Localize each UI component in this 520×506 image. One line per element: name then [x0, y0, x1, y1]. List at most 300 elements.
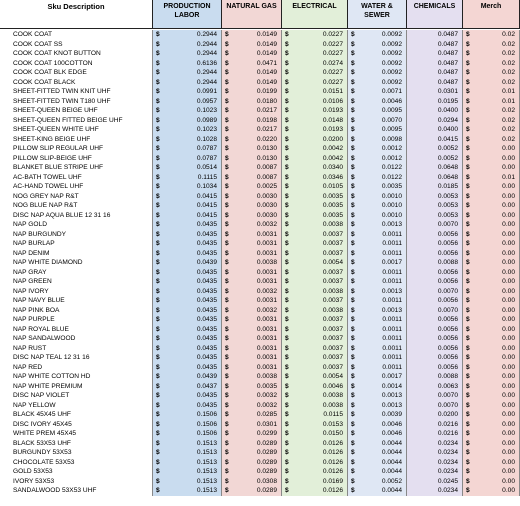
table-row[interactable] [0, 467, 520, 477]
cell-water[interactable] [348, 30, 407, 40]
table-row[interactable] [0, 40, 520, 50]
cell-gas[interactable] [222, 382, 282, 392]
cell-water[interactable] [348, 192, 407, 202]
cell-merch[interactable] [463, 78, 520, 88]
cell-water[interactable] [348, 410, 407, 420]
cell-water[interactable] [348, 277, 407, 287]
cell-merch[interactable] [463, 296, 520, 306]
cell-elec[interactable] [282, 163, 348, 173]
cell-labor[interactable] [153, 372, 222, 382]
cell-desc[interactable]: DISC NAP TEAL 12 31 16 [0, 353, 153, 363]
cell-merch[interactable] [463, 106, 520, 116]
cell-desc[interactable]: COOK COAT 100COTTON [0, 59, 153, 69]
cell-chem[interactable] [407, 448, 463, 458]
cell-water[interactable] [348, 201, 407, 211]
cell-desc[interactable]: NAP SANDALWOOD [0, 334, 153, 344]
cell-chem[interactable] [407, 87, 463, 97]
cell-labor[interactable] [153, 296, 222, 306]
cell-elec[interactable] [282, 87, 348, 97]
cell-merch[interactable] [463, 382, 520, 392]
cell-desc[interactable]: BLACK 45X45 UHF [0, 410, 153, 420]
cell-merch[interactable] [463, 201, 520, 211]
cell-gas[interactable] [222, 458, 282, 468]
table-row[interactable] [0, 106, 520, 116]
cell-labor[interactable] [153, 125, 222, 135]
cell-water[interactable] [348, 372, 407, 382]
cell-gas[interactable] [222, 268, 282, 278]
cell-water[interactable] [348, 268, 407, 278]
cell-elec[interactable] [282, 296, 348, 306]
cell-labor[interactable] [153, 325, 222, 335]
cell-water[interactable] [348, 144, 407, 154]
cell-elec[interactable] [282, 78, 348, 88]
cell-merch[interactable] [463, 59, 520, 69]
cell-water[interactable] [348, 40, 407, 50]
cell-merch[interactable] [463, 486, 520, 496]
cell-chem[interactable] [407, 486, 463, 496]
table-row[interactable] [0, 154, 520, 164]
cell-desc[interactable]: GOLD 53X53 [0, 467, 153, 477]
cell-merch[interactable] [463, 268, 520, 278]
column-header-labor[interactable]: PRODUCTION LABOR [153, 0, 222, 29]
cell-elec[interactable] [282, 106, 348, 116]
cell-elec[interactable] [282, 477, 348, 487]
cell-chem[interactable] [407, 230, 463, 240]
table-row[interactable] [0, 486, 520, 496]
cell-gas[interactable] [222, 78, 282, 88]
table-row[interactable] [0, 211, 520, 221]
cell-labor[interactable] [153, 182, 222, 192]
cell-merch[interactable] [463, 182, 520, 192]
table-row[interactable] [0, 391, 520, 401]
cell-desc[interactable]: NAP GREEN [0, 277, 153, 287]
cell-desc[interactable]: NAP GOLD [0, 220, 153, 230]
cell-elec[interactable] [282, 249, 348, 259]
cell-chem[interactable] [407, 439, 463, 449]
cell-water[interactable] [348, 135, 407, 145]
cell-merch[interactable] [463, 249, 520, 259]
cell-elec[interactable] [282, 144, 348, 154]
cell-labor[interactable] [153, 154, 222, 164]
table-row[interactable] [0, 334, 520, 344]
cell-gas[interactable] [222, 211, 282, 221]
cell-elec[interactable] [282, 325, 348, 335]
cell-elec[interactable] [282, 353, 348, 363]
cell-elec[interactable] [282, 211, 348, 221]
cell-water[interactable] [348, 429, 407, 439]
cell-labor[interactable] [153, 363, 222, 373]
cell-merch[interactable] [463, 429, 520, 439]
cell-chem[interactable] [407, 315, 463, 325]
cell-elec[interactable] [282, 230, 348, 240]
cell-chem[interactable] [407, 211, 463, 221]
cell-merch[interactable] [463, 192, 520, 202]
cell-elec[interactable] [282, 125, 348, 135]
cell-elec[interactable] [282, 116, 348, 126]
cell-elec[interactable] [282, 258, 348, 268]
cell-gas[interactable] [222, 325, 282, 335]
cell-labor[interactable] [153, 49, 222, 59]
cell-gas[interactable] [222, 344, 282, 354]
cell-chem[interactable] [407, 30, 463, 40]
cell-elec[interactable] [282, 306, 348, 316]
cell-merch[interactable] [463, 391, 520, 401]
cell-elec[interactable] [282, 363, 348, 373]
cell-elec[interactable] [282, 239, 348, 249]
cell-water[interactable] [348, 306, 407, 316]
cell-chem[interactable] [407, 40, 463, 50]
cell-chem[interactable] [407, 49, 463, 59]
cell-elec[interactable] [282, 382, 348, 392]
table-row[interactable] [0, 144, 520, 154]
cell-water[interactable] [348, 173, 407, 183]
cell-elec[interactable] [282, 30, 348, 40]
cell-gas[interactable] [222, 391, 282, 401]
cell-elec[interactable] [282, 486, 348, 496]
cell-labor[interactable] [153, 353, 222, 363]
cell-merch[interactable] [463, 49, 520, 59]
cell-chem[interactable] [407, 287, 463, 297]
cell-merch[interactable] [463, 220, 520, 230]
cell-chem[interactable] [407, 277, 463, 287]
cell-elec[interactable] [282, 220, 348, 230]
cell-labor[interactable] [153, 144, 222, 154]
cell-labor[interactable] [153, 277, 222, 287]
cell-chem[interactable] [407, 467, 463, 477]
cell-elec[interactable] [282, 97, 348, 107]
cell-water[interactable] [348, 486, 407, 496]
cell-elec[interactable] [282, 467, 348, 477]
cell-desc[interactable]: DISC IVORY 45X45 [0, 420, 153, 430]
cell-merch[interactable] [463, 315, 520, 325]
cell-water[interactable] [348, 467, 407, 477]
table-row[interactable] [0, 87, 520, 97]
cell-water[interactable] [348, 344, 407, 354]
cell-chem[interactable] [407, 382, 463, 392]
cell-labor[interactable] [153, 230, 222, 240]
cell-gas[interactable] [222, 239, 282, 249]
cell-desc[interactable]: COOK COAT BLK EDGE [0, 68, 153, 78]
cell-labor[interactable] [153, 78, 222, 88]
table-row[interactable] [0, 163, 520, 173]
cell-elec[interactable] [282, 49, 348, 59]
column-header-gas[interactable]: NATURAL GAS [222, 0, 282, 29]
cell-gas[interactable] [222, 372, 282, 382]
cell-desc[interactable]: NAP RUST [0, 344, 153, 354]
table-row[interactable] [0, 125, 520, 135]
cell-chem[interactable] [407, 391, 463, 401]
cell-gas[interactable] [222, 420, 282, 430]
table-row[interactable] [0, 439, 520, 449]
table-row[interactable] [0, 201, 520, 211]
cell-gas[interactable] [222, 353, 282, 363]
cell-labor[interactable] [153, 211, 222, 221]
cell-gas[interactable] [222, 439, 282, 449]
cell-desc[interactable]: SHEET-QUEEN WHITE UHF [0, 125, 153, 135]
cell-desc[interactable]: PILLOW SLIP REGULAR UHF [0, 144, 153, 154]
cell-water[interactable] [348, 249, 407, 259]
cell-labor[interactable] [153, 59, 222, 69]
cell-desc[interactable]: CHOCOLATE 53X53 [0, 458, 153, 468]
cell-water[interactable] [348, 420, 407, 430]
cell-merch[interactable] [463, 68, 520, 78]
cell-gas[interactable] [222, 201, 282, 211]
cell-desc[interactable]: COOK COAT BLACK [0, 78, 153, 88]
table-row[interactable] [0, 325, 520, 335]
table-row[interactable] [0, 239, 520, 249]
cell-merch[interactable] [463, 116, 520, 126]
cell-labor[interactable] [153, 439, 222, 449]
table-row[interactable] [0, 182, 520, 192]
cell-labor[interactable] [153, 220, 222, 230]
cell-chem[interactable] [407, 68, 463, 78]
cell-elec[interactable] [282, 287, 348, 297]
cell-gas[interactable] [222, 154, 282, 164]
cell-chem[interactable] [407, 97, 463, 107]
cell-elec[interactable] [282, 429, 348, 439]
cell-labor[interactable] [153, 135, 222, 145]
cell-water[interactable] [348, 163, 407, 173]
cell-water[interactable] [348, 287, 407, 297]
cell-chem[interactable] [407, 410, 463, 420]
cell-gas[interactable] [222, 315, 282, 325]
cell-labor[interactable] [153, 458, 222, 468]
table-row[interactable] [0, 420, 520, 430]
cell-desc[interactable]: NAP PURPLE [0, 315, 153, 325]
cell-gas[interactable] [222, 49, 282, 59]
cell-elec[interactable] [282, 439, 348, 449]
cell-elec[interactable] [282, 173, 348, 183]
cell-gas[interactable] [222, 258, 282, 268]
cell-chem[interactable] [407, 220, 463, 230]
table-row[interactable] [0, 296, 520, 306]
cell-water[interactable] [348, 315, 407, 325]
cell-water[interactable] [348, 258, 407, 268]
column-header-desc[interactable]: Sku Description [0, 0, 153, 29]
cell-chem[interactable] [407, 163, 463, 173]
cell-merch[interactable] [463, 448, 520, 458]
cell-water[interactable] [348, 49, 407, 59]
cell-chem[interactable] [407, 344, 463, 354]
table-row[interactable] [0, 277, 520, 287]
cell-gas[interactable] [222, 401, 282, 411]
cell-desc[interactable]: IVORY 53X53 [0, 477, 153, 487]
cell-desc[interactable]: NAP BURLAP [0, 239, 153, 249]
cell-desc[interactable]: BLANKET BLUE STRIPE UHF [0, 163, 153, 173]
cell-gas[interactable] [222, 135, 282, 145]
cell-elec[interactable] [282, 401, 348, 411]
cell-labor[interactable] [153, 382, 222, 392]
cell-labor[interactable] [153, 40, 222, 50]
cell-gas[interactable] [222, 182, 282, 192]
cell-water[interactable] [348, 125, 407, 135]
cell-desc[interactable]: NAP RED [0, 363, 153, 373]
cell-merch[interactable] [463, 258, 520, 268]
cell-elec[interactable] [282, 277, 348, 287]
cell-desc[interactable]: WHITE PREM 45X45 [0, 429, 153, 439]
table-row[interactable] [0, 458, 520, 468]
cell-chem[interactable] [407, 59, 463, 69]
cell-desc[interactable]: AC-HAND TOWEL UHF [0, 182, 153, 192]
cell-desc[interactable]: SHEET-FITTED TWIN T180 UHF [0, 97, 153, 107]
cell-elec[interactable] [282, 192, 348, 202]
table-row[interactable] [0, 410, 520, 420]
cell-elec[interactable] [282, 334, 348, 344]
cell-water[interactable] [348, 116, 407, 126]
table-row[interactable] [0, 49, 520, 59]
cell-water[interactable] [348, 353, 407, 363]
cell-chem[interactable] [407, 296, 463, 306]
cell-gas[interactable] [222, 306, 282, 316]
table-row[interactable] [0, 116, 520, 126]
cell-desc[interactable]: SANDALWOOD 53X53 UHF [0, 486, 153, 496]
cell-water[interactable] [348, 87, 407, 97]
cell-chem[interactable] [407, 192, 463, 202]
cell-chem[interactable] [407, 429, 463, 439]
cell-labor[interactable] [153, 201, 222, 211]
cell-elec[interactable] [282, 391, 348, 401]
cell-desc[interactable]: NAP WHITE COTTON HD [0, 372, 153, 382]
table-row[interactable] [0, 401, 520, 411]
cell-chem[interactable] [407, 268, 463, 278]
cell-gas[interactable] [222, 277, 282, 287]
cell-desc[interactable]: NAP GRAY [0, 268, 153, 278]
cell-labor[interactable] [153, 448, 222, 458]
table-row[interactable] [0, 249, 520, 259]
cell-desc[interactable]: SHEET-QUEEN FITTED BEIGE UHF [0, 116, 153, 126]
cell-merch[interactable] [463, 306, 520, 316]
cell-gas[interactable] [222, 467, 282, 477]
cell-chem[interactable] [407, 363, 463, 373]
cell-chem[interactable] [407, 353, 463, 363]
cell-gas[interactable] [222, 144, 282, 154]
table-row[interactable] [0, 135, 520, 145]
table-row[interactable] [0, 363, 520, 373]
cell-elec[interactable] [282, 448, 348, 458]
cell-chem[interactable] [407, 135, 463, 145]
table-row[interactable] [0, 315, 520, 325]
cell-labor[interactable] [153, 249, 222, 259]
cell-elec[interactable] [282, 135, 348, 145]
cell-gas[interactable] [222, 40, 282, 50]
cell-merch[interactable] [463, 467, 520, 477]
table-row[interactable] [0, 68, 520, 78]
cell-desc[interactable]: NAP IVORY [0, 287, 153, 297]
cell-merch[interactable] [463, 277, 520, 287]
cell-water[interactable] [348, 182, 407, 192]
table-row[interactable] [0, 192, 520, 202]
cell-gas[interactable] [222, 287, 282, 297]
cell-chem[interactable] [407, 458, 463, 468]
cell-water[interactable] [348, 458, 407, 468]
cell-labor[interactable] [153, 401, 222, 411]
cell-water[interactable] [348, 230, 407, 240]
cell-labor[interactable] [153, 306, 222, 316]
cell-labor[interactable] [153, 258, 222, 268]
cell-merch[interactable] [463, 144, 520, 154]
cell-water[interactable] [348, 439, 407, 449]
column-header-chem[interactable]: CHEMICALS [407, 0, 463, 29]
table-row[interactable] [0, 477, 520, 487]
cell-gas[interactable] [222, 163, 282, 173]
cell-merch[interactable] [463, 211, 520, 221]
cell-labor[interactable] [153, 173, 222, 183]
cell-merch[interactable] [463, 363, 520, 373]
cell-labor[interactable] [153, 87, 222, 97]
cell-desc[interactable]: NAP DENIM [0, 249, 153, 259]
cell-desc[interactable]: AC-BATH TOWEL UHF [0, 173, 153, 183]
table-row[interactable] [0, 220, 520, 230]
cell-desc[interactable]: NAP BURGUNDY [0, 230, 153, 240]
table-row[interactable] [0, 78, 520, 88]
cell-merch[interactable] [463, 410, 520, 420]
cell-gas[interactable] [222, 477, 282, 487]
cell-chem[interactable] [407, 477, 463, 487]
cell-water[interactable] [348, 391, 407, 401]
cell-chem[interactable] [407, 239, 463, 249]
cell-chem[interactable] [407, 334, 463, 344]
cell-desc[interactable]: NAP ROYAL BLUE [0, 325, 153, 335]
cell-elec[interactable] [282, 182, 348, 192]
column-header-elec[interactable]: ELECTRICAL [282, 0, 348, 29]
cell-merch[interactable] [463, 173, 520, 183]
cell-gas[interactable] [222, 230, 282, 240]
table-row[interactable] [0, 30, 520, 40]
cell-water[interactable] [348, 97, 407, 107]
cell-labor[interactable] [153, 287, 222, 297]
cell-gas[interactable] [222, 192, 282, 202]
table-row[interactable] [0, 353, 520, 363]
cell-labor[interactable] [153, 467, 222, 477]
cell-elec[interactable] [282, 410, 348, 420]
cell-merch[interactable] [463, 439, 520, 449]
table-row[interactable] [0, 382, 520, 392]
cell-elec[interactable] [282, 268, 348, 278]
cell-elec[interactable] [282, 40, 348, 50]
cell-chem[interactable] [407, 420, 463, 430]
cell-water[interactable] [348, 382, 407, 392]
cell-chem[interactable] [407, 306, 463, 316]
cell-chem[interactable] [407, 201, 463, 211]
cell-water[interactable] [348, 296, 407, 306]
cell-chem[interactable] [407, 144, 463, 154]
cell-elec[interactable] [282, 458, 348, 468]
cell-merch[interactable] [463, 163, 520, 173]
cell-labor[interactable] [153, 106, 222, 116]
cell-elec[interactable] [282, 201, 348, 211]
cell-desc[interactable]: PILLOW SLIP-BEIGE UHF [0, 154, 153, 164]
cell-merch[interactable] [463, 97, 520, 107]
cell-gas[interactable] [222, 116, 282, 126]
cell-water[interactable] [348, 68, 407, 78]
cell-labor[interactable] [153, 268, 222, 278]
table-row[interactable] [0, 448, 520, 458]
column-header-water[interactable]: WATER & SEWER [348, 0, 407, 29]
table-row[interactable] [0, 59, 520, 69]
cell-desc[interactable]: BURGUNDY 53X53 [0, 448, 153, 458]
cell-desc[interactable]: SHEET-FITTED TWIN KNIT UHF [0, 87, 153, 97]
cell-gas[interactable] [222, 249, 282, 259]
cell-merch[interactable] [463, 401, 520, 411]
cell-labor[interactable] [153, 192, 222, 202]
cell-merch[interactable] [463, 40, 520, 50]
cell-labor[interactable] [153, 334, 222, 344]
cell-desc[interactable]: BLACK 53X53 UHF [0, 439, 153, 449]
table-row[interactable] [0, 173, 520, 183]
cell-desc[interactable]: DISC NAP AQUA BLUE 12 31 16 [0, 211, 153, 221]
cell-merch[interactable] [463, 344, 520, 354]
cell-desc[interactable]: SHEET-QUEEN BEIGE UHF [0, 106, 153, 116]
